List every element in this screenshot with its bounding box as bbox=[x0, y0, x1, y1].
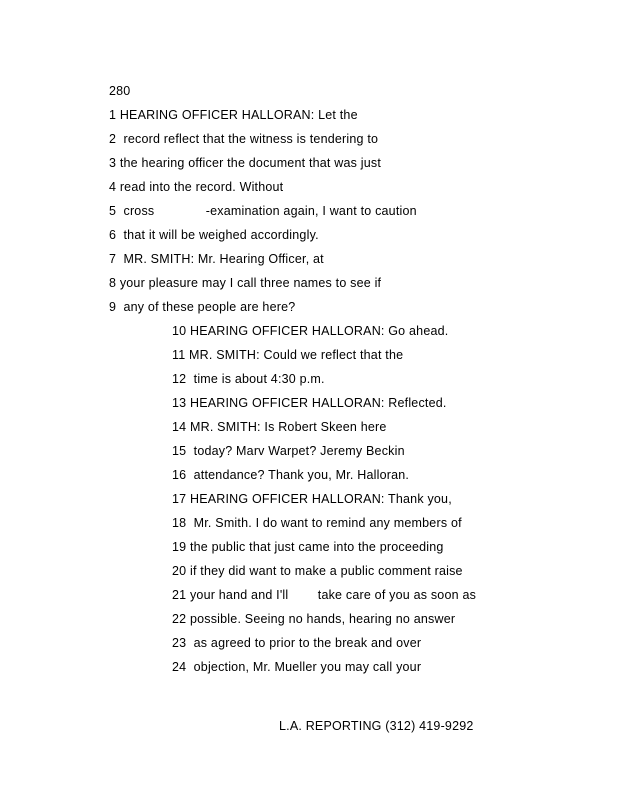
transcript-line-10: 10 HEARING OFFICER HALLORAN: Go ahead. bbox=[172, 324, 449, 338]
transcript-line-3: 3 the hearing officer the document that was just bbox=[109, 156, 382, 170]
transcript-line-23: 23 as agreed to prior to the break and over bbox=[172, 636, 422, 650]
transcript-line-2: 2 record reflect that the witness is tendering to bbox=[109, 132, 379, 146]
reporter-footer: L.A. REPORTING (312) 419-9292 bbox=[279, 719, 474, 733]
transcript-line-4: 4 read into the record. Without bbox=[109, 180, 284, 194]
transcript-line-14: 14 MR. SMITH: Is Robert Skeen here bbox=[172, 420, 387, 434]
transcript-line-17: 17 HEARING OFFICER HALLORAN: Thank you, bbox=[172, 492, 452, 506]
transcript-line-18: 18 Mr. Smith. I do want to remind any members of bbox=[172, 516, 462, 530]
transcript-line-24: 24 objection, Mr. Mueller you may call your bbox=[172, 660, 422, 674]
transcript-line-9: 9 any of these people are here? bbox=[109, 300, 296, 314]
transcript-line-16: 16 attendance? Thank you, Mr. Halloran. bbox=[172, 468, 410, 482]
transcript-line-22: 22 possible. Seeing no hands, hearing no answer bbox=[172, 612, 456, 626]
transcript-line-15: 15 today? Marv Warpet? Jeremy Beckin bbox=[172, 444, 405, 458]
transcript-line-5: 5 cross -examination again, I want to caution bbox=[109, 204, 417, 218]
page-number: 280 bbox=[109, 84, 131, 98]
transcript-line-12: 12 time is about 4:30 p.m. bbox=[172, 372, 325, 386]
transcript-line-20: 20 if they did want to make a public comment raise bbox=[172, 564, 463, 578]
transcript-line-13: 13 HEARING OFFICER HALLORAN: Reflected. bbox=[172, 396, 447, 410]
transcript-line-1: 1 HEARING OFFICER HALLORAN: Let the bbox=[109, 108, 358, 122]
transcript-line-19: 19 the public that just came into the proceeding bbox=[172, 540, 444, 554]
transcript-line-21: 21 your hand and I'll take care of you as soon as bbox=[172, 588, 477, 602]
transcript-line-8: 8 your pleasure may I call three names to see if bbox=[109, 276, 382, 290]
transcript-line-11: 11 MR. SMITH: Could we reflect that the bbox=[172, 348, 404, 362]
transcript-line-7: 7 MR. SMITH: Mr. Hearing Officer, at bbox=[109, 252, 324, 266]
transcript-line-6: 6 that it will be weighed accordingly. bbox=[109, 228, 319, 242]
